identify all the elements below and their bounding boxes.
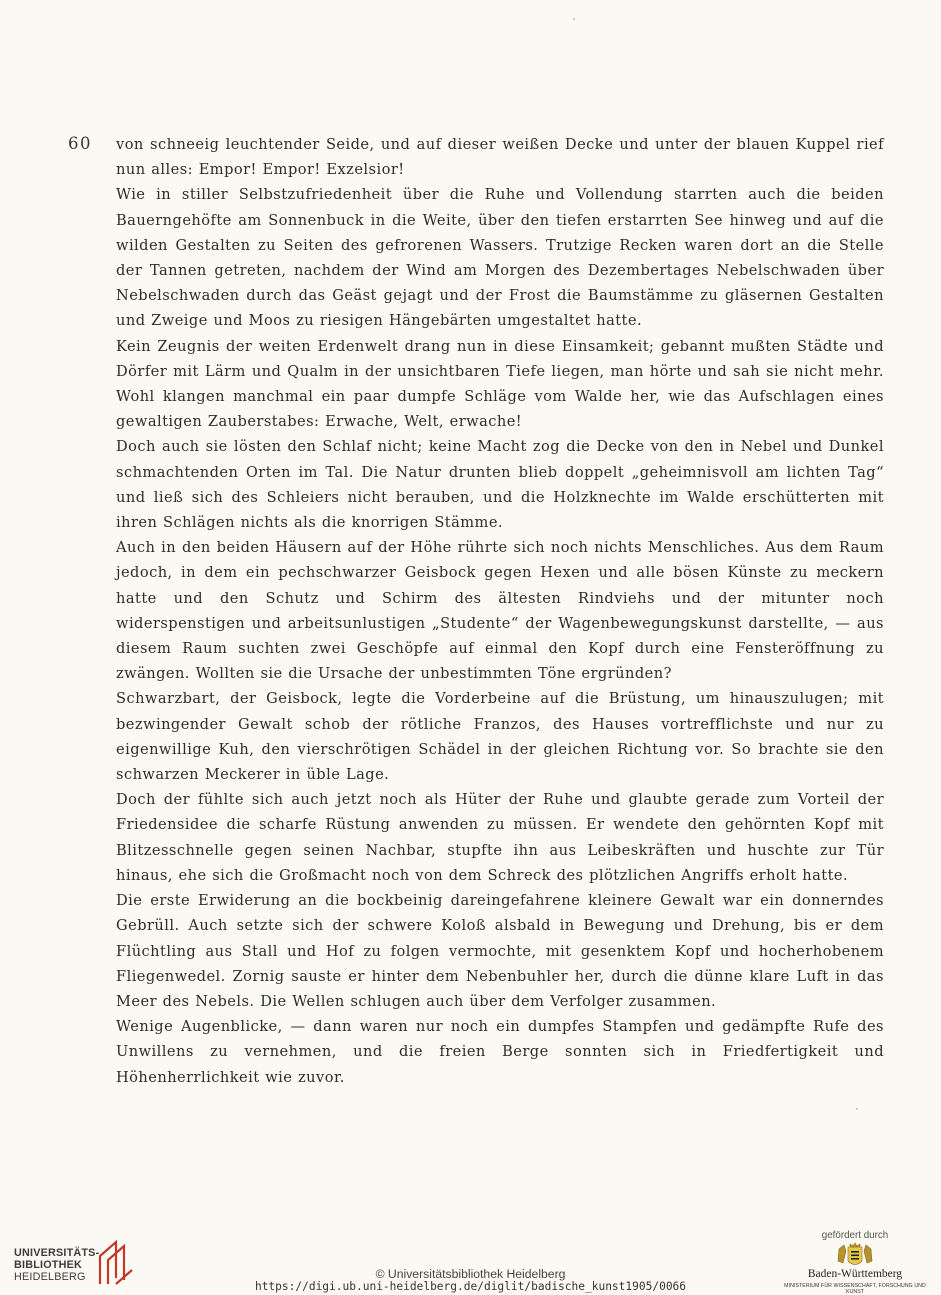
scan-speck: [573, 18, 575, 20]
library-name-line-3: HEIDELBERG: [14, 1271, 86, 1283]
paragraph-6: Schwarzbart, der Geisbock, legte die Vorderbeine auf die Brüstung, um hinauszulugen; mit bezwingender Gewalt schob der rötliche Franzos, des Hauses vortrefflichste und nur zu eigenwillige Kuh, den vierschrötigen Schädel in der gleichen Richtung vor. So brachte sie den schwarzen Meckerer in üble Lage.: [116, 690, 884, 784]
paragraph-4: Doch auch sie lösten den Schlaf nicht; keine Macht zog die Decke von den in Nebel und Dunkel schmachtenden Orten im Tal. Die Natur drunten blieb doppelt „geheimnisvoll am lichten Tag“ und ließ sich des Schleiers nicht berauben, und die Holzknechte im Walde erschütterten mit ihren Schlägen nichts als die knorrigen Stämme.: [116, 438, 884, 532]
library-name-line-2: BIBLIOTHEK: [14, 1259, 82, 1271]
copyright-notice: © Universitätsbibliothek Heidelberg: [375, 1267, 566, 1281]
funding-logo[interactable]: [780, 1230, 930, 1295]
state-crest-icon: [835, 1243, 875, 1269]
body-text: [116, 132, 884, 1090]
library-name-line-1: UNIVERSITÄTS-: [14, 1247, 100, 1259]
paragraph-7: Doch der fühlte sich auch jetzt noch als Hüter der Ruhe und glaubte gerade zum Vorteil der Friedensidee die scharfe Rüstung anwenden zu müssen. Er wendete den gehörnten Kopf mit Blitzesschnelle gegen seinen Nachbar, stupfte ihn aus Leibeskräften und huschte zur Tür hinaus, ehe sich die Großmacht noch von dem Schreck des plötzlichen Angriffs erholt hatte.: [116, 791, 884, 884]
paragraph-3: Kein Zeugnis der weiten Erdenwelt drang nun in diese Einsamkeit; gebannt mußten Städte und Dörfer mit Lärm und Qualm in der unsichtbaren Tiefe liegen, man hörte und sah sie nicht mehr. Wohl klangen manchmal ein paar dumpfe Schläge vom Walde her, wie das Aufschlagen eines gewaltigen Zauberstabes: Erwache, Welt, erwache!: [116, 337, 884, 431]
paragraph-9: Wenige Augenblicke, — dann waren nur noch ein dumpfes Stampfen und gedämpfte Rufe des Unwillens zu vernehmen, und die freien Berge sonnten sich in Friedfertigkeit und Höhenherrlichkeit wie zuvor.: [116, 1018, 884, 1086]
paragraph-5: Auch in den beiden Häusern auf der Höhe rührte sich noch nichts Menschliches. Aus dem Raum jedoch, in dem ein pechschwarzer Geisbock gegen Hexen und alle bösen Künste zu meckern hatte und den Schutz und Schirm des ältesten Rindviehs und der mitunter noch widerspenstigen und arbeitsunlustigen „Studente“ der Wagenbewegungskunst darstellte, — aus diesem Raum suchten zwei Geschöpfe auf einmal den Kopf durch eine Fensteröffnung zu zwängen. Wollten sie die Ursache der unbestimmten Töne ergründen?: [116, 539, 884, 683]
paragraph-1: von schneeig leuchtender Seide, und auf dieser weißen Decke und unter der blauen Kuppel rief nun alles: Empor! Empor! Exzelsior!: [116, 136, 884, 179]
funded-by-label: gefördert durch: [821, 1230, 889, 1241]
permalink-url[interactable]: https://digi.ub.uni-heidelberg.de/diglit/badische_kunst1905/0066: [254, 1280, 687, 1293]
paragraph-2: Wie in stiller Selbstzufriedenheit über die Ruhe und Vollendung starrten auch die beiden Bauerngehöfte am Sonnenbuck in die Weite, über den tiefen erstarrten See hinweg und auf die wilden Gestalten zu Seiten des gefrorenen Wassers. Trutzige Recken waren dort an die Stelle der Tannen getreten, nachdem der Wind am Morgen des Dezembertages Nebelschwaden über Nebelschwaden durch das Geäst gejagt und der Frost die Baumstämme zu gläsernen Gestalten und Zweige und Moos zu riesigen Hängebärten umgestaltet hatte.: [116, 186, 884, 330]
scan-speck: [856, 1108, 858, 1110]
state-name: Baden-Württemberg: [807, 1268, 903, 1280]
ministry-name: MINISTERIUM FÜR WISSENSCHAFT, FORSCHUNG UND KUNST: [784, 1283, 926, 1295]
page-number: 60: [68, 134, 92, 153]
paragraph-8: Die erste Erwiderung an die bockbeinig dareingefahrene kleinere Gewalt war ein donnerndes Gebrüll. Auch setzte sich der schwere Koloß alsbald in Bewegung und Drehung, bis er dem Flüchtling aus Stall und Hof zu folgen vermochte, mit gesenktem Kopf und hocherhobenem Fliegenwedel. Zornig sauste er hinter dem Nebenbuhler her, durch die dünne klare Luft in das Meer des Nebels. Die Wellen schlugen auch über dem Verfolger zusammen.: [116, 892, 884, 1010]
